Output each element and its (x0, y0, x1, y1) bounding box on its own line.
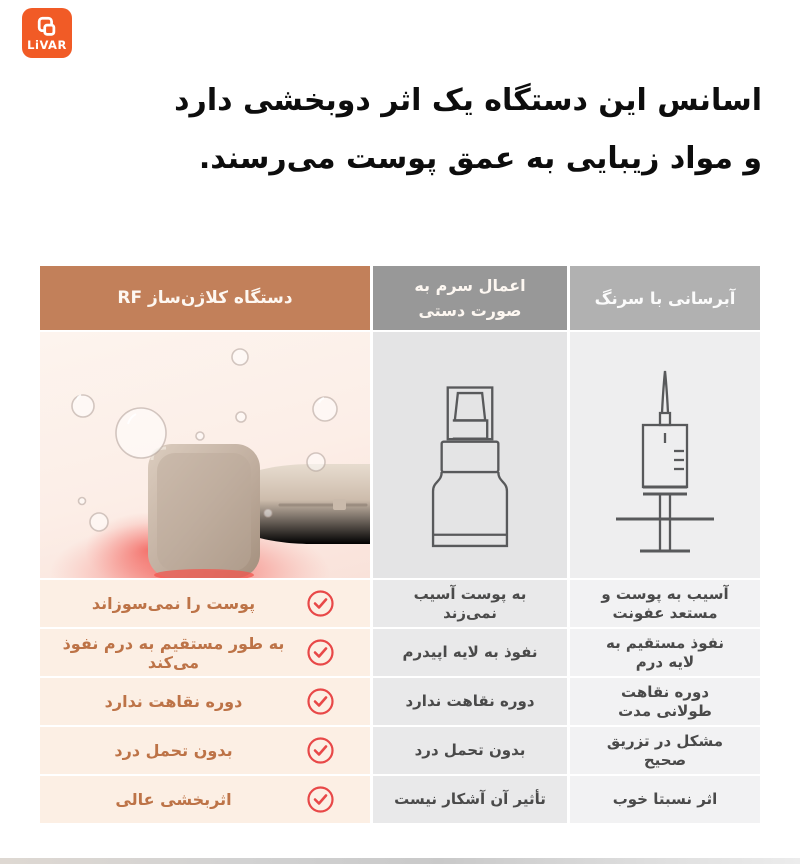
table-cell-manual-row5: تأثیر آن آشکار نیست (373, 776, 567, 823)
serum-bottle-image (373, 332, 567, 578)
check-circle-icon (307, 737, 334, 764)
serum-bottle-line-drawing (430, 386, 510, 554)
rf-benefit-text: دوره نقاهت ندارد (104, 692, 243, 711)
rf-benefit-text: بدون تحمل درد (114, 741, 233, 760)
rf-device-illustration (40, 332, 370, 578)
livar-logo-icon (36, 16, 58, 38)
rf-device-photo (40, 332, 370, 578)
table-cell-manual-row2: نفوذ به لایه اپیدرم (373, 629, 567, 676)
table-cell-rf-row5 (40, 776, 370, 823)
table-cell-manual-row1: به پوست آسیب نمی‌زند (373, 580, 567, 627)
livar-logo-text: LiVAR (27, 37, 67, 52)
check-circle-icon (307, 639, 334, 666)
rf-benefit-text: اثربخشی عالی (115, 790, 232, 809)
column-header-syringe: آبرسانی با سرنگ (570, 266, 760, 330)
check-circle-icon (307, 590, 334, 617)
table-cell-manual-row4: بدون تحمل درد (373, 727, 567, 774)
page-title-line2: و مواد زیبایی به عمق پوست می‌رسند. (198, 141, 762, 176)
page-title (174, 72, 762, 188)
column-header-manual-serum: اعمال سرم به صورت دستی (373, 266, 567, 330)
table-cell-manual-row3: دوره نقاهت ندارد (373, 678, 567, 725)
table-cell-rf-row3 (40, 678, 370, 725)
syringe-line-drawing (610, 367, 720, 559)
table-cell-syringe-row1: آسیب به پوست و مستعد عفونت (570, 580, 760, 627)
table-cell-syringe-row2: نفوذ مستقیم به لایه درم (570, 629, 760, 676)
table-cell-rf-row2 (40, 629, 370, 676)
comparison-table (40, 266, 760, 823)
livar-logo (22, 8, 72, 58)
table-cell-rf-row1 (40, 580, 370, 627)
page-title-line1: اسانس این دستگاه یک اثر دوبخشی دارد (174, 83, 762, 118)
table-cell-rf-row4 (40, 727, 370, 774)
table-cell-syringe-row3: دوره نقاهت طولانی مدت (570, 678, 760, 725)
table-cell-syringe-row4: مشکل در تزریق صحیح (570, 727, 760, 774)
rf-benefit-text: به طور مستقیم به درم نفوذ می‌کند (62, 633, 285, 672)
rf-benefit-text: پوست را نمی‌سوزاند (91, 594, 256, 613)
check-circle-icon (307, 786, 334, 813)
check-circle-icon (307, 688, 334, 715)
bottom-crop-strip (0, 858, 800, 864)
table-cell-syringe-row5: اثر نسبتا خوب (570, 776, 760, 823)
syringe-image (570, 332, 760, 578)
column-header-rf-device: دستگاه کلاژن‌ساز RF (40, 266, 370, 330)
